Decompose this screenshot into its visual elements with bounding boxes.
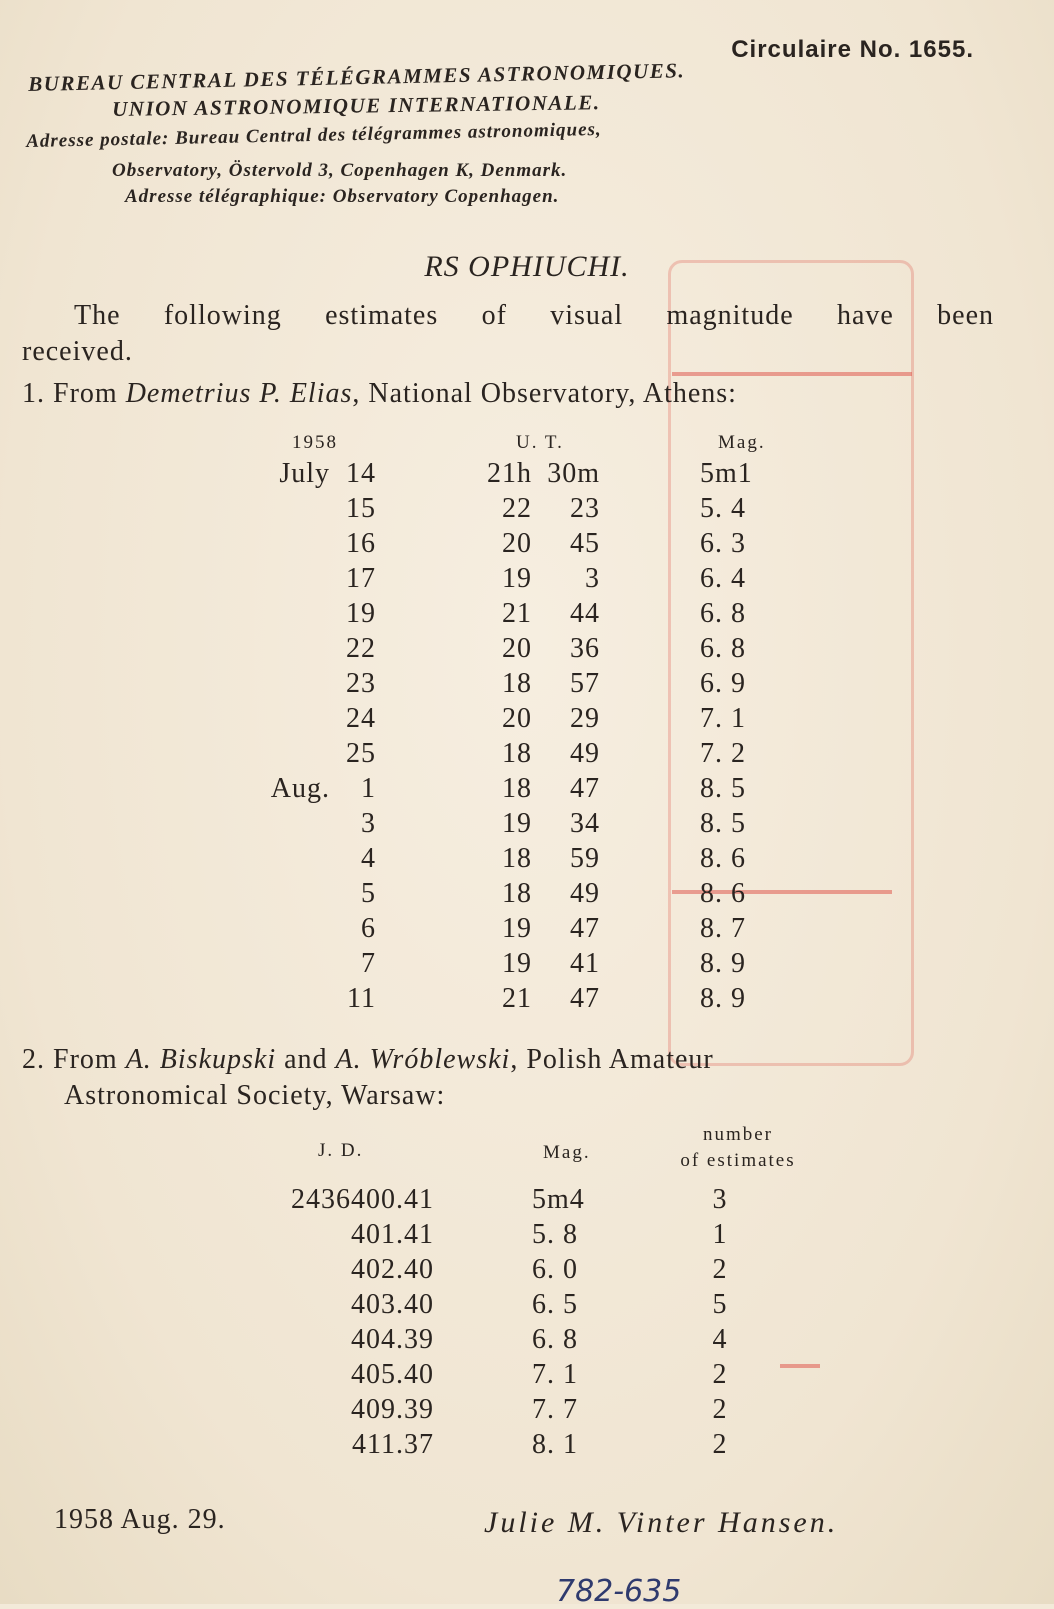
row-jd: 409.39	[351, 1394, 434, 1425]
row-ut-hours: 19	[502, 913, 532, 944]
row-ut-minutes: 47	[570, 983, 600, 1014]
row-ut-minutes: 3	[585, 563, 600, 594]
intro-text-line1: The following estimates of visual magnitude have been	[74, 300, 994, 331]
row-ut-minutes: 49	[570, 878, 600, 909]
row-estimates: 2	[712, 1394, 728, 1425]
row-estimates: 1	[712, 1219, 728, 1250]
row-ut-hours: 21	[502, 983, 532, 1014]
row-ut-hours: 18	[502, 878, 532, 909]
issue-date: 1958 Aug. 29.	[54, 1504, 226, 1535]
circular-number: Circulaire No. 1655.	[731, 36, 974, 63]
row-estimates: 2	[712, 1254, 728, 1285]
row-ut-hours: 21	[502, 598, 532, 629]
section1-suffix: , National Observatory, Athens:	[352, 378, 737, 409]
row-mag: 8. 6	[700, 843, 746, 874]
row-mag: 6. 4	[700, 563, 746, 594]
row-day: 25	[346, 738, 376, 769]
row-ut-minutes: 29	[570, 703, 600, 734]
row-mag: 8. 6	[700, 878, 746, 909]
row-day: 17	[346, 563, 376, 594]
row-jd: 411.37	[352, 1429, 434, 1460]
col-ut-header: U. T.	[516, 432, 564, 453]
row-mag: 5. 8	[532, 1219, 578, 1250]
red-dash-mark	[780, 1364, 820, 1368]
row-ut-hours: 21h	[487, 458, 532, 489]
row-jd: 401.41	[351, 1219, 434, 1250]
row-ut-minutes: 47	[570, 913, 600, 944]
row-ut-minutes: 36	[570, 633, 600, 664]
row-estimates: 2	[712, 1359, 728, 1390]
telegraph-address: Adresse télégraphique: Observatory Copenhagen.	[125, 186, 560, 207]
row-day: 11	[347, 983, 376, 1014]
section1-prefix: 1. From	[22, 378, 126, 409]
bureau-name: BUREAU CENTRAL DES TÉLÉGRAMMES ASTRONOMIQUES.	[28, 58, 686, 96]
row-day: 5	[361, 878, 376, 909]
section2-prefix: 2. From	[22, 1044, 126, 1075]
pencil-annotation: 782-635	[556, 1574, 682, 1609]
row-ut-hours: 19	[502, 808, 532, 839]
row-estimates: 5	[712, 1289, 728, 1320]
row-ut-minutes: 45	[570, 528, 600, 559]
row-day: 24	[346, 703, 376, 734]
row-ut-minutes: 44	[570, 598, 600, 629]
col-mag-header: Mag.	[718, 432, 766, 453]
row-mag: 7. 1	[532, 1359, 578, 1390]
row-day: 15	[346, 493, 376, 524]
row-mag: 8. 5	[700, 808, 746, 839]
row-day: 3	[361, 808, 376, 839]
row-mag: 8. 1	[532, 1429, 578, 1460]
row-mag: 7. 7	[532, 1394, 578, 1425]
row-day: 14	[346, 458, 376, 489]
row-mag: 6. 9	[700, 668, 746, 699]
row-ut-minutes: 34	[570, 808, 600, 839]
row-mag: 8. 7	[700, 913, 746, 944]
row-month: July	[279, 458, 330, 489]
object-title: RS OPHIUCHI.	[424, 250, 630, 283]
row-mag: 6. 8	[700, 598, 746, 629]
section2-suffix: , Polish Amateur	[510, 1044, 714, 1075]
row-ut-minutes: 47	[570, 773, 600, 804]
row-ut-hours: 22	[502, 493, 532, 524]
row-mag: 7. 1	[700, 703, 746, 734]
row-mag: 6. 5	[532, 1289, 578, 1320]
row-day: 6	[361, 913, 376, 944]
row-mag: 5m4	[532, 1184, 585, 1215]
row-day: 19	[346, 598, 376, 629]
row-jd: 405.40	[351, 1359, 434, 1390]
section2-observer1: A. Biskupski	[125, 1044, 277, 1075]
postal-address-street: Observatory, Östervold 3, Copenhagen K, Denmark.	[112, 160, 568, 181]
row-ut-hours: 20	[502, 703, 532, 734]
row-ut-hours: 18	[502, 738, 532, 769]
row-jd: 2436400.41	[291, 1184, 434, 1215]
row-ut-minutes: 30m	[547, 458, 600, 489]
section2-and: and	[276, 1044, 336, 1075]
row-jd: 402.40	[351, 1254, 434, 1285]
row-mag: 6. 8	[700, 633, 746, 664]
row-day: 1	[361, 773, 376, 804]
row-ut-hours: 18	[502, 668, 532, 699]
signature: Julie M. Vinter Hansen.	[484, 1506, 839, 1539]
row-day: 16	[346, 528, 376, 559]
red-underline-mark	[672, 372, 912, 376]
col-jd-header: J. D.	[318, 1140, 364, 1161]
row-ut-minutes: 57	[570, 668, 600, 699]
row-estimates: 4	[712, 1324, 728, 1355]
row-ut-minutes: 41	[570, 948, 600, 979]
col-mag2-header: Mag.	[543, 1142, 591, 1163]
section1-heading	[22, 378, 1000, 410]
row-mag: 8. 9	[700, 983, 746, 1014]
row-day: 7	[361, 948, 376, 979]
col-year-header: 1958	[292, 432, 338, 453]
row-estimates: 3	[712, 1184, 728, 1215]
row-mag: 5. 4	[700, 493, 746, 524]
col-number-header-1: number	[702, 1124, 774, 1145]
row-ut-hours: 20	[502, 633, 532, 664]
row-ut-hours: 18	[502, 843, 532, 874]
row-day: 4	[361, 843, 376, 874]
row-mag: 6. 0	[532, 1254, 578, 1285]
section2-observer2: A. Wróblewski	[335, 1044, 511, 1075]
union-name: UNION ASTRONOMIQUE INTERNATIONALE.	[112, 90, 601, 121]
row-ut-hours: 18	[502, 773, 532, 804]
row-jd: 404.39	[351, 1324, 434, 1355]
row-mag: 6. 8	[532, 1324, 578, 1355]
row-mag: 8. 9	[700, 948, 746, 979]
row-mag: 7. 2	[700, 738, 746, 769]
section2-heading	[22, 1044, 714, 1076]
row-ut-hours: 20	[502, 528, 532, 559]
row-ut-minutes: 59	[570, 843, 600, 874]
row-jd: 403.40	[351, 1289, 434, 1320]
row-ut-minutes: 23	[570, 493, 600, 524]
section2-heading-line2: Astronomical Society, Warsaw:	[64, 1080, 446, 1111]
row-mag: 6. 3	[700, 528, 746, 559]
row-mag: 5m1	[700, 458, 753, 489]
postal-address-line: Adresse postale: Bureau Central des télégrammes astronomiques,	[26, 118, 602, 152]
row-ut-minutes: 49	[570, 738, 600, 769]
row-estimates: 2	[712, 1429, 728, 1460]
row-ut-hours: 19	[502, 563, 532, 594]
row-month: Aug.	[270, 773, 330, 804]
col-number-header-2: of estimates	[680, 1150, 796, 1171]
row-day: 22	[346, 633, 376, 664]
row-ut-hours: 19	[502, 948, 532, 979]
row-mag: 8. 5	[700, 773, 746, 804]
row-day: 23	[346, 668, 376, 699]
intro-text-line2: received.	[22, 336, 133, 367]
section1-observer: Demetrius P. Elias	[125, 378, 353, 409]
